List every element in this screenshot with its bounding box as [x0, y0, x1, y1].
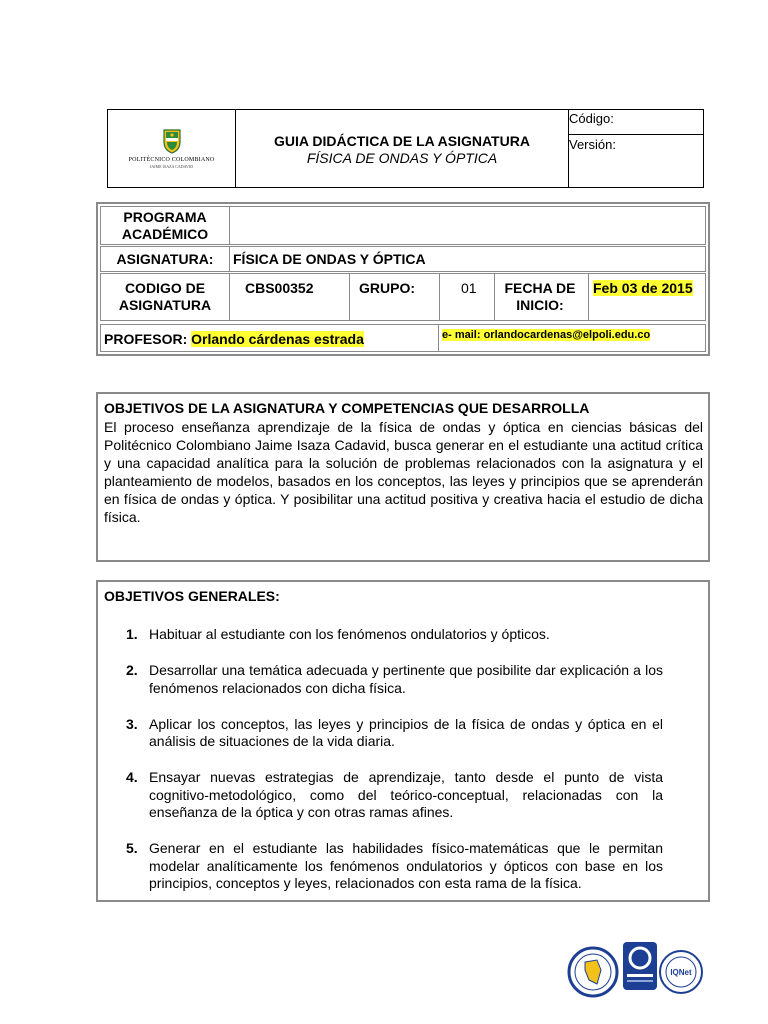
asignatura-label: ASIGNATURA:: [116, 251, 214, 267]
asignatura-row: [100, 246, 706, 272]
meta-cell: [569, 110, 703, 187]
codigo-label: Código:: [569, 110, 703, 135]
list-item-text: Ensayar nuevas estrategias de aprendizaje, tanto desde el punto de vista cognitivo-metodológico, como del teórico-conceptual, relacionadas con la enseñanza de la óptica y con otras ramas afines.: [149, 769, 663, 820]
list-item-number: 1.: [126, 626, 138, 642]
profesor-row: [100, 324, 706, 352]
list-item-text: Generar en el estudiante las habilidades físico-matemáticas que le permitan modelar analíticamente los fenómenos ondulatorios y ópticos con base en los principios, conceptos y leyes, relacionados con esta rama de la física.: [149, 840, 663, 891]
list-item: [104, 716, 703, 751]
list-item-text: Habituar al estudiante con los fenómenos ondulatorios y ópticos.: [149, 626, 550, 642]
programa-row: [100, 206, 706, 245]
title-cell: [236, 110, 569, 187]
profesor-email: e- mail: orlandocardenas@elpoli.edu.co: [442, 329, 651, 341]
list-item: [104, 769, 703, 822]
objetivos-asignatura-text: El proceso enseñanza aprendizaje de la física de ondas y óptica en ciencias básicas del Politécnico Colombiano Jaime Isaza Cadavid, busca generar en el estudiante una actitud crítica y una capacidad analítica para la solución de problemas relacionados con la asignatura y el planteamiento de modelos, basados en los conceptos, las leyes y principios que se aprenderán en física de ondas y óptica. Y posibilitar una actitud positiva y creativa hacia el estudio de dicha física.: [104, 419, 703, 525]
icontec-seal-icon: [569, 948, 617, 996]
course-info-table: [96, 202, 710, 356]
iqnet-seal-label: IQNet: [670, 968, 692, 977]
list-item-text: Aplicar los conceptos, las leyes y principios de la física de ondas y óptica en el análisis de situaciones de la vida diaria.: [149, 715, 663, 749]
asignatura-value: FÍSICA DE ONDAS Y ÓPTICA: [233, 251, 426, 267]
institution-shield-logo: [162, 128, 182, 154]
iqnet-seal-icon: [660, 951, 702, 993]
profesor-cell: [104, 325, 364, 351]
list-item-text: Desarrollar una temática adecuada y pertinente que posibilite dar explicación a los fenómenos relacionados con dicha física.: [149, 662, 663, 696]
codigo-asignatura-value: CBS00352: [245, 280, 314, 296]
list-item-number: 4.: [126, 769, 138, 785]
profesor-name: Orlando cárdenas estrada: [191, 331, 364, 347]
fecha-inicio-label: FECHA DE INICIO:: [504, 280, 576, 313]
objetivos-generales-list: [104, 626, 703, 893]
list-item: [104, 662, 703, 697]
list-item: [104, 840, 703, 893]
iso-certification-icon: [623, 942, 657, 990]
version-label: Versión:: [569, 137, 616, 152]
logo-cell: [108, 110, 236, 187]
profesor-label: PROFESOR:: [104, 331, 188, 347]
grupo-value: 01: [461, 280, 477, 296]
codigo-asignatura-label: CODIGO DE ASIGNATURA: [118, 280, 212, 313]
programa-label: PROGRAMA ACADÉMICO: [121, 209, 209, 242]
fecha-inicio-value-wrap: [593, 274, 693, 320]
list-item-number: 3.: [126, 715, 138, 732]
objetivos-generales-heading: OBJETIVOS GENERALES:: [104, 588, 280, 604]
grupo-label: GRUPO:: [359, 280, 415, 296]
objetivos-asignatura-section: [96, 392, 710, 562]
certification-seals: [567, 940, 703, 1002]
document-title: GUIA DIDÁCTICA DE LA ASIGNATURA: [274, 132, 530, 149]
list-item-number: 2.: [126, 662, 138, 678]
list-item-number: 5.: [126, 840, 138, 856]
document-header: [107, 109, 704, 188]
codigo-row: [100, 273, 706, 321]
logo-subname: JAIME ISAZA CADAVID: [149, 164, 194, 169]
logo-name: POLITÉCNICO COLOMBIANO: [128, 157, 215, 163]
document-subtitle: FÍSICA DE ONDAS Y ÓPTICA: [306, 149, 498, 166]
fecha-inicio-value: Feb 03 de 2015: [593, 280, 693, 296]
objetivos-asignatura-heading: OBJETIVOS DE LA ASIGNATURA Y COMPETENCIAS QUE DESARROLLA: [104, 400, 590, 416]
list-item: [104, 626, 703, 644]
email-cell: [442, 325, 650, 351]
objetivos-generales-section: [96, 580, 710, 902]
